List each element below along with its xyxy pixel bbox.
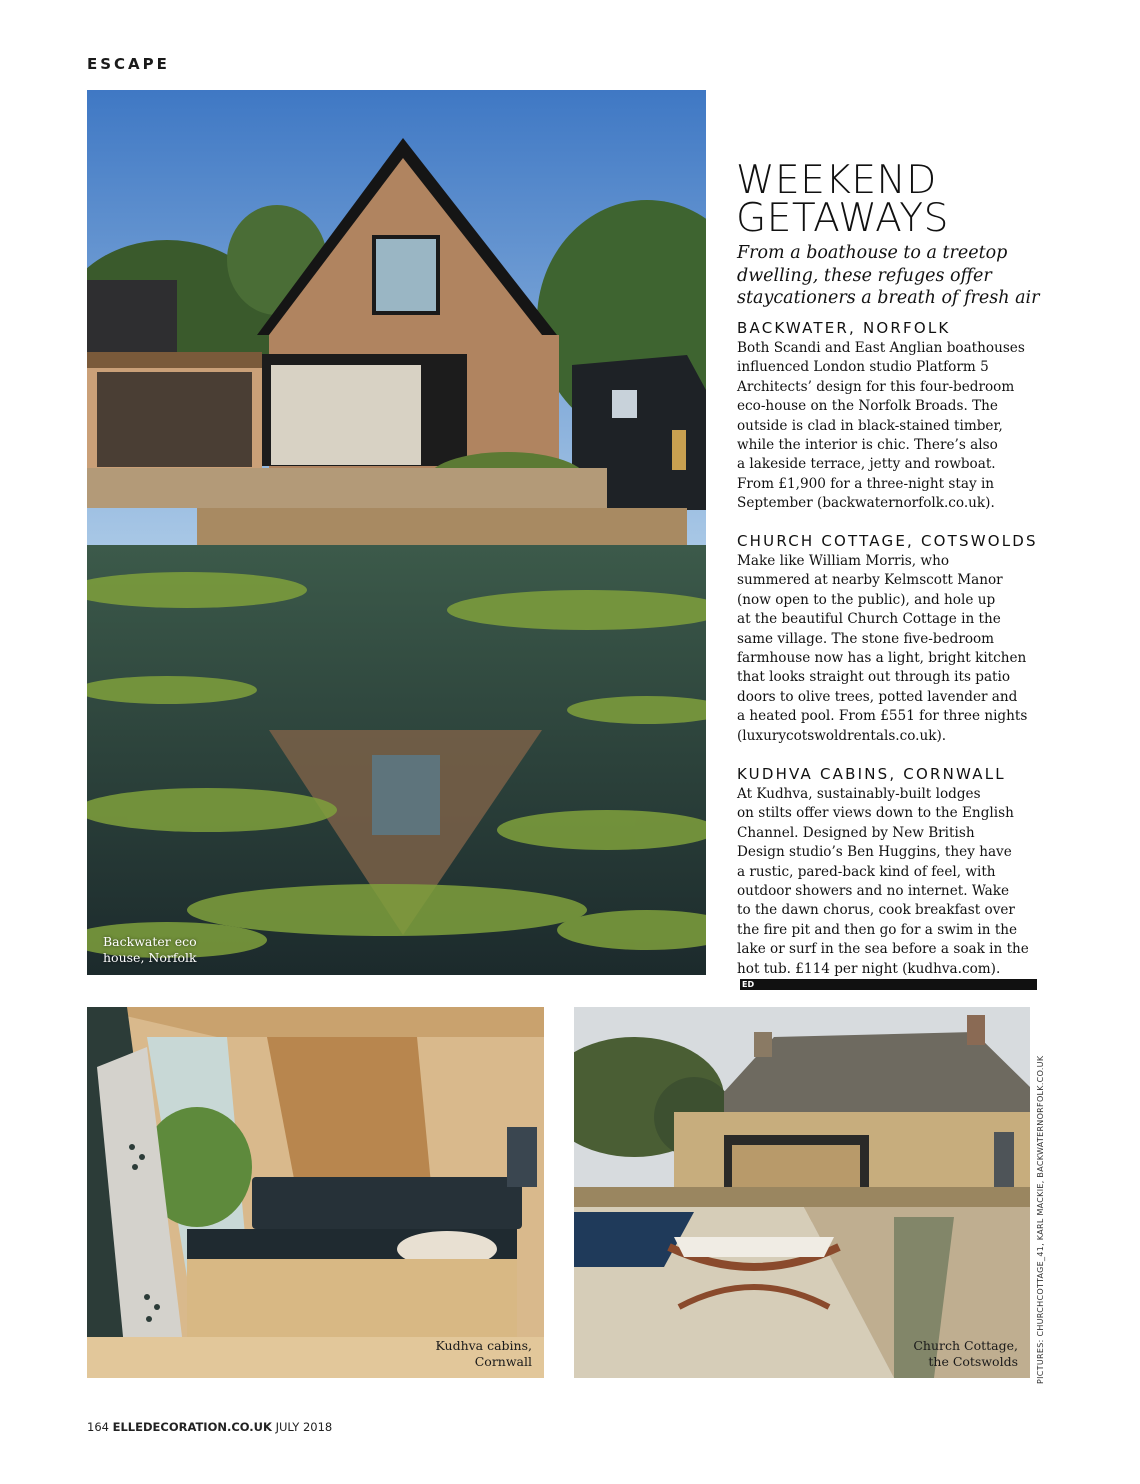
page-title: WEEKEND GETAWAYS [736,158,949,241]
footer-issue: JULY 2018 [275,1420,333,1434]
footer-site: ELLEDECORATION.CO.UK [112,1420,272,1434]
entry-heading-church-cottage: CHURCH COTTAGE, COTSWOLDS [737,532,1038,550]
caption-church-cottage: Church Cottage, the Cotswolds [913,1338,1018,1369]
photo-kudhva-cabin [87,1007,544,1378]
section-label: ESCAPE [87,55,170,73]
caption-backwater: Backwater eco house, Norfolk [103,934,197,965]
photo-backwater-eco-house [87,90,706,975]
photo-church-cottage [574,1007,1030,1378]
entry-body-church-cottage: Make like William Morris, who summered at nearby Kelmscott Manor (now open to the public), and hole up at the beautiful Church Cottage in the same village. The stone five-bedroom farmhouse now has a light, bright kitchen that looks straight out through its patio doors to olive trees, potted lavender and a heated pool. From £551 for three nights (luxurycotswoldrentals.co.uk). [737,553,1028,744]
standfirst: From a boathouse to a treetop dwelling, these refuges offer staycationers a breath of fresh air [737,243,1040,308]
page-number: 164 [87,1420,109,1434]
end-mark-icon: ED [740,979,1037,990]
entry-heading-backwater: BACKWATER, NORFOLK [737,319,951,337]
entry-heading-kudhva: KUDHVA CABINS, CORNWALL [737,765,1006,783]
entry-body-kudhva: At Kudhva, sustainably-built lodges on stilts offer views down to the English Channel. Designed by New British Design studio’s Ben Huggins, they have a rustic, pared-back kind of feel, with outdoor showers and no internet. Wake to the dawn chorus, cook breakfast over the fire pit and then go for a swim in the lake or surf in the sea before a soak in the hot tub. £114 per night (kudhva.com). ED [737,785,1037,990]
page-footer [87,1420,332,1434]
caption-kudhva: Kudhva cabins, Cornwall [435,1338,532,1369]
entry-body-backwater: Both Scandi and East Anglian boathouses influenced London studio Platform 5 Architects’ design for this four-bedroom eco-house on the Norfolk Broads. The outside is clad in black-stained timber, while the interior is chic. There’s also a lakeside terrace, jetty and rowboat. From £1,900 for a three-night stay in September (backwaternorfolk.co.uk). [737,340,1025,512]
photo-credits: PICTURES: CHURCHCOTTAGE_41, KARL MACKIE, BACKWATERNORFOLK.CO.UK [1036,1055,1045,1384]
